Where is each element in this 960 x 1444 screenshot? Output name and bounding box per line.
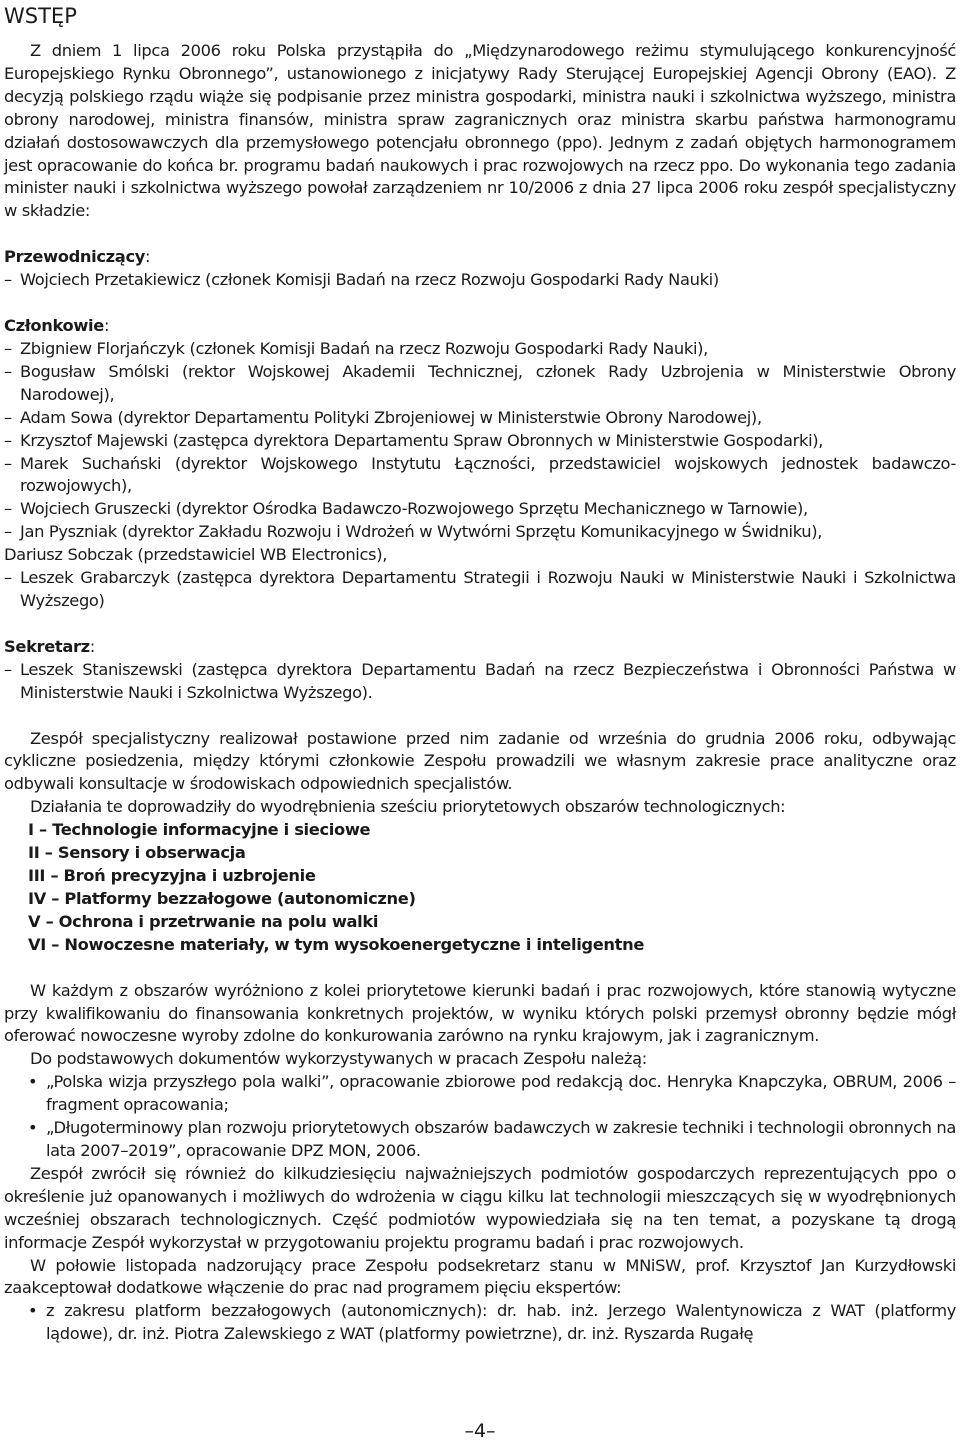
- chair-member: – Wojciech Przetakiewicz (członek Komisji Badań na rzecz Rozwoju Gospodarki Rady Nauki): [4, 269, 956, 292]
- experts-intro-paragraph: W połowie listopada nadzorujący prace Zespołu podsekretarz stanu w MNiSW, prof. Krzysztof Jan Kurzydłowski zaakceptował dodatkowe włączenie do prac nad programem pięciu ekspertów:: [4, 1255, 956, 1298]
- member-extra-line: Dariusz Sobczak (przedstawiciel WB Electronics),: [4, 545, 388, 565]
- team-paragraph: Zespół specjalistyczny realizował postawione przed nim zadanie od września do grudnia 2006 roku, odbywając cykliczne posiedzenia, między którymi członkowie Zespołu prowadzili we własnym zakresie prace analityczne oraz odbywali konsultacje w środowiskach odpowiednich specjalistów.: [4, 728, 956, 794]
- area-item: I – Technologie informacyjne i sieciowe: [28, 820, 371, 840]
- member-item: – Adam Sowa (dyrektor Departamentu Polityki Zbrojeniowej w Ministerstwie Obrony Narodowej),: [4, 407, 956, 430]
- members-section: Członkowie: – Zbigniew Florjańczyk (członek Komisji Badań na rzecz Rozwoju Gospodarki Rady Nauki), – Bogusław Smólski (rektor Wojskowej Akademii Technicznej, członek Rady Uzbrojenia w Ministerstwie Obrony Narodowej), – Adam Sowa (dyrektor Departamentu Polityki Zbrojeniowej w Ministerstwie Obrony Narodowej), – Krzysztof Majewski (zastępca dyrektora Departamentu Spraw Obronnych w Ministerstwie Gospodarki), – Marek Suchański (dyrektor Wojskowego Instytutu Łączności, przedstawiciel wojskowych jednostek badawczo-rozwojowych), – Wojciech Gruszecki (dyrektor Ośrodka Badawczo-Rozwojowego Sprzętu Mechanicznego w Tarnowie), – Jan Pyszniak (dyrektor Zakładu Rozwoju i Wdrożeń w Wytwórni Sprzętu Komunikacyjnego w Świdniku), Dariusz Sobczak (przedstawiciel WB Electronics), – Leszek Grabarczyk (zastępca dyrektora Departamentu Strategii i Rozwoju Nauki w Ministerstwie Nauki i Szkolnictwa Wyższego): [4, 315, 956, 613]
- member-item: – Leszek Grabarczyk (zastępca dyrektora Departamentu Strategii i Rozwoju Nauki w Ministerstwie Nauki i Szkolnictwa Wyższego): [4, 567, 956, 613]
- secretary-member: – Leszek Staniszewski (zastępca dyrektora Departamentu Badań na rzecz Bezpieczeństwa i Obronności Państwa w Ministerstwie Nauki i Szkolnictwa Wyższego).: [4, 659, 956, 705]
- member-item: – Wojciech Gruszecki (dyrektor Ośrodka Badawczo-Rozwojowego Sprzętu Mechanicznego w Tarnowie),: [4, 498, 956, 521]
- experts-list: [4, 1300, 956, 1346]
- chair-label: Przewodniczący: [4, 247, 146, 267]
- section-title: WSTĘP: [4, 4, 77, 28]
- docs-intro-paragraph: Do podstawowych dokumentów wykorzystywanych w pracach Zespołu należą:: [30, 1049, 647, 1069]
- directions-paragraph: W każdym z obszarów wyróżniono z kolei priorytetowe kierunki badań i prac rozwojowych, które stanowią wytyczne przy kwalifikowaniu do finansowania konkretnych projektów, w wyniku których polski przemysł obronny będzie mógł oferować nowoczesne wyroby zdolne do konkurowania zarówno na rynku krajowym, jak i zagranicznym.: [4, 980, 956, 1046]
- document-item: • „Długoterminowy plan rozwoju priorytetowych obszarów badawczych w zakresie techniki i technologii obronnych na lata 2007–2019”, opracowanie DPZ MON, 2006.: [4, 1117, 956, 1163]
- entities-paragraph: Zespół zwrócił się również do kilkudziesięciu najważniejszych podmiotów gospodarczych reprezentujących ppo o określenie już opanowanych i możliwych do wdrożenia w ciągu kilku lat technologii mieszczących się w wyodrębnionych wcześniej obszarach technologicznych. Część podmiotów wypowiedziała się na ten temat, a pozyskane tą drogą informacje Zespół wykorzystał w przygotowaniu projektu programu badań i prac rozwojowych.: [4, 1163, 956, 1252]
- area-item: IV – Platformy bezzałogowe (autonomiczne): [28, 888, 416, 908]
- intro-paragraph: Z dniem 1 lipca 2006 roku Polska przystąpiła do „Międzynarodowego reżimu stymulującego konkurencyjność Europejskiego Rynku Obronnego”, ustanowionego z inicjatywy Rady Sterującej Europejskiej Agencji Obrony (EAO). Z decyzją polskiego rządu wiąże się podpisanie przez ministra gospodarki, ministra nauki i szkolnictwa wyższego, ministra obrony narodowej, ministra finansów, ministra spraw zagranicznych oraz ministra skarbu państwa harmonogramu działań dostosowawczych dla przemysłowego potencjału obronnego (ppo). Jednym z zadań objętych harmonogramem jest opracowanie do końca br. programu badań naukowych i prac rozwojowych na rzecz ppo. Do wykonania tego zadania minister nauki i szkolnictwa wyższego powołał zarządzeniem nr 10/2006 z dnia 27 lipca 2006 roku zespół specjalistyczny w składzie:: [4, 41, 956, 221]
- expert-item: • z zakresu platform bezzałogowych (autonomicznych): dr. hab. inż. Jerzego Walentynowicza z WAT (platformy lądowe), dr. inż. Piotra Zalewskiego z WAT (platformy powietrzne), dr. inż. Ryszarda Rugałę: [4, 1300, 956, 1346]
- area-item: II – Sensory i obserwacja: [28, 843, 246, 863]
- document-body: [4, 40, 956, 1346]
- areas-intro-paragraph: Działania te doprowadziły do wyodrębnienia sześciu priorytetowych obszarów technologicznych:: [30, 797, 786, 817]
- chair-section: Przewodniczący: – Wojciech Przetakiewicz (członek Komisji Badań na rzecz Rozwoju Gospodarki Rady Nauki): [4, 246, 956, 292]
- area-item: III – Broń precyzyjna i uzbrojenie: [28, 866, 316, 885]
- secretary-label: Sekretarz: [4, 636, 90, 656]
- members-label: Członkowie: [4, 316, 104, 336]
- page-number: –4–: [464, 1420, 496, 1442]
- document-item: • „Polska wizja przyszłego pola walki”, opracowanie zbiorowe pod redakcją doc. Henryka Knapczyka, OBRUM, 2006 – fragment opracowania;: [4, 1071, 956, 1117]
- member-item: – Zbigniew Florjańczyk (członek Komisji Badań na rzecz Rozwoju Gospodarki Rady Nauki),: [4, 338, 956, 361]
- area-item: V – Ochrona i przetrwanie na polu walki: [28, 911, 379, 931]
- member-item: – Marek Suchański (dyrektor Wojskowego Instytutu Łączności, przedstawiciel wojskowych jednostek badawczo-rozwojowych),: [4, 453, 956, 499]
- member-item: – Bogusław Smólski (rektor Wojskowej Akademii Technicznej, członek Rady Uzbrojenia w Ministerstwie Obrony Narodowej),: [4, 361, 956, 407]
- technology-areas-list: [4, 819, 956, 956]
- area-item: VI – Nowoczesne materiały, w tym wysokoenergetyczne i inteligentne: [28, 934, 645, 954]
- member-item: – Jan Pyszniak (dyrektor Zakładu Rozwoju i Wdrożeń w Wytwórni Sprzętu Komunikacyjnego w Świdniku),: [4, 521, 956, 544]
- member-item: – Krzysztof Majewski (zastępca dyrektora Departamentu Spraw Obronnych w Ministerstwie Gospodarki),: [4, 430, 956, 453]
- secretary-section: Sekretarz: – Leszek Staniszewski (zastępca dyrektora Departamentu Badań na rzecz Bezpieczeństwa i Obronności Państwa w Ministerstwie Nauki i Szkolnictwa Wyższego).: [4, 636, 956, 705]
- documents-list: [4, 1071, 956, 1163]
